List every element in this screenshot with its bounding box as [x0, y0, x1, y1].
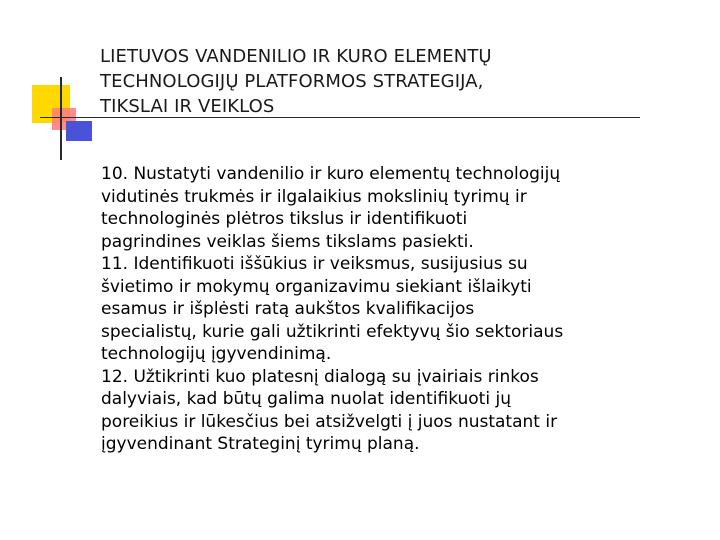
title-line: LIETUVOS VANDENILIO IR KURO ELEMENTŲ [100, 46, 492, 67]
title-line: TIKSLAI IR VEIKLOS [100, 96, 275, 117]
item-line: 12. Užtikrinti kuo platesnį dialogą su įvairiais rinkos [101, 366, 539, 387]
item-line: esamus ir išplėsti ratą aukštos kvalifikacijos [101, 299, 475, 319]
item-line: 11. Identifikuoti iššūkius ir veiksmus, susijusius su [101, 254, 528, 274]
list-item [101, 163, 701, 253]
item-line: švietimo ir mokymų organizavimu siekiant išlaikyti [101, 276, 532, 297]
list-item [101, 366, 701, 456]
item-line: įgyvendinant Strateginį tyrimų planą. [101, 434, 420, 454]
item-line: dalyviais, kad būtų galima nuolat identifikuoti jų [101, 389, 511, 409]
item-line: pagrindines veiklas šiems tikslams pasiekti. [101, 231, 474, 252]
item-line: specialistų, kurie gali užtikrinti efektyvų šio sektoriaus [101, 321, 564, 342]
item-line: vidutinės trukmės ir ilgalaikius mokslinių tyrimų ir [101, 186, 527, 207]
item-line: technologijų įgyvendinimą. [101, 344, 332, 364]
slide-body [101, 163, 701, 456]
item-line: 10. Nustatyti vandenilio ir kuro elementų technologijų [101, 164, 561, 184]
decor-blue-square [66, 121, 92, 141]
list-item [101, 253, 701, 366]
title-line: TECHNOLOGIJŲ PLATFORMOS STRATEGIJA, [100, 71, 484, 92]
item-line: poreikius ir lūkesčius bei atsižvelgti į juos nustatant ir [101, 411, 558, 432]
decor-vertical-line [60, 77, 62, 160]
item-line: technologinės plėtros tikslus ir identifikuoti [101, 209, 468, 229]
slide-title [100, 44, 700, 119]
